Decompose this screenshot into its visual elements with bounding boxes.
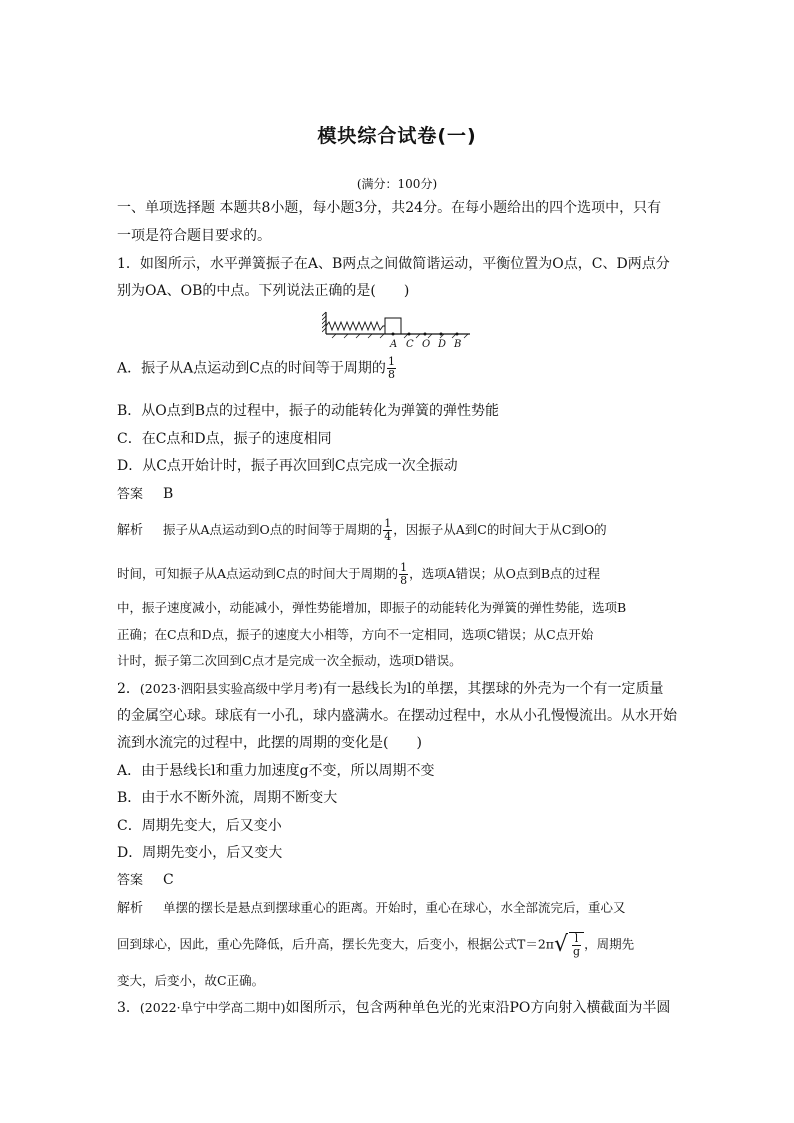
label-a: A — [390, 339, 398, 350]
fraction-denominator: 8 — [400, 574, 408, 587]
q1-option-a-text: A．振子从A点运动到C点的时间等于周期的 — [117, 360, 386, 377]
label-b: B — [454, 339, 462, 350]
label-d: D — [438, 339, 447, 350]
q2-analysis-line1 — [117, 899, 626, 918]
q2-option-c: C．周期先变大，后又变小 — [117, 818, 282, 834]
question-text: 如图所示，包含两种单色光的光束沿PO方向射入横截面为半圆 — [285, 1000, 671, 1016]
analysis-text: ，周期先 — [584, 936, 635, 952]
fraction-denominator: 4 — [384, 530, 392, 543]
fraction-one-quarter — [383, 518, 392, 543]
q2-analysis-line2 — [117, 932, 634, 958]
q1-option-c: C．在C点和D点，振子的速度相同 — [117, 431, 332, 447]
fraction-numerator: 1 — [384, 517, 392, 530]
q2-analysis-line3: 变大，后变小，故C正确。 — [117, 973, 265, 988]
q1-option-d: D．从C点开始计时，振子再次回到C点完成一次全振动 — [117, 458, 458, 474]
analysis-text: 单摆的摆长是悬点到摆球重心的距离。开始时，重心在球心，水全部流完后，重心又 — [163, 900, 626, 915]
q2-stem-line3: 流到水流完的过程中，此摆的周期的变化是( ) — [117, 735, 422, 751]
analysis-label: 解析 — [117, 523, 144, 538]
q1-analysis-line3: 中，振子速度减小，动能减小，弹性势能增加，即振子的动能转化为弹簧的弹性势能，选项B — [117, 600, 627, 615]
q2-option-b: B．由于水不断外流，周期不断变大 — [117, 790, 338, 806]
q2-option-d: D．周期先变小，后又变大 — [117, 845, 283, 861]
spring-oscillator-figure — [322, 310, 472, 350]
question-source: (2023·泗阳县实验高级中学月考) — [139, 681, 323, 696]
fraction-denominator: 8 — [387, 368, 395, 381]
question-text: 有一悬线长为l的单摆，其摆球的外壳为一个有一定质量 — [322, 681, 664, 697]
section-heading-line1: 一、单项选择题 本题共8小题，每小题3分，共24分。在每小题给出的四个选项中，只有 — [117, 200, 662, 216]
fraction-numerator: 1 — [387, 355, 395, 368]
q2-answer — [117, 871, 174, 890]
fraction-l-over-g — [572, 933, 581, 958]
answer-label: 答案 — [117, 487, 144, 502]
q1-option-a — [117, 356, 397, 381]
sqrt-radicand — [569, 932, 584, 958]
q1-stem-line2: 别为OA、OB的中点。下列说法正确的是( ) — [117, 283, 410, 299]
q2-option-a: A．由于悬线长l和重力加速度g不变，所以周期不变 — [117, 763, 435, 779]
point-a-dot — [392, 333, 395, 336]
analysis-text: 回到球心，因此，重心先降低，后升高，摆长先变大，后变小，根据公式T＝2π — [117, 936, 555, 952]
point-d-dot — [440, 333, 443, 336]
point-b-dot — [456, 333, 459, 336]
full-score-note: (满分：100分) — [356, 177, 438, 191]
oscillator-block — [385, 318, 401, 334]
point-o-dot — [424, 333, 427, 336]
q1-stem-line1: 1．如图所示，水平弹簧振子在A、B两点之间做简谐运动，平衡位置为O点，C、D两点分 — [117, 256, 670, 272]
analysis-text: ，选项A错误；从O点到B点的过程 — [409, 566, 601, 581]
label-o: O — [422, 339, 431, 350]
q2-stem-line1 — [117, 680, 663, 698]
fraction-one-eighth — [387, 356, 396, 381]
answer-label: 答案 — [117, 873, 144, 888]
ground-hatching — [332, 334, 468, 338]
question-source: (2022·阜宁中学高二期中) — [139, 1000, 286, 1015]
q1-analysis-line1 — [117, 518, 607, 543]
q1-option-b: B．从O点到B点的过程中，振子的动能转化为弹簧的弹性势能 — [117, 403, 500, 419]
answer-value: B — [163, 486, 174, 502]
analysis-text: 时间，可知振子从A点运动到C点的时间大于周期的 — [117, 566, 399, 581]
answer-value: C — [163, 872, 174, 888]
q1-answer — [117, 485, 173, 504]
wall-hatching — [322, 312, 326, 332]
question-number: 2． — [117, 681, 140, 697]
q1-analysis-line5: 计时，振子第二次回到C点才是完成一次全振动，选项D错误。 — [117, 653, 462, 668]
fraction-numerator: 1 — [400, 561, 408, 574]
q1-analysis-line2 — [117, 562, 600, 587]
analysis-label: 解析 — [117, 901, 144, 916]
label-c: C — [406, 339, 414, 350]
sqrt-icon: √ — [554, 932, 569, 957]
section-heading-line2: 一项是符合题目要求的。 — [117, 228, 271, 244]
spring — [326, 322, 385, 330]
point-c-dot — [408, 333, 411, 336]
q2-stem-line2: 的金属空心球。球底有一小孔，球内盛满水。在摆动过程中，水从小孔慢慢流出。从水开始 — [117, 708, 677, 724]
fraction-numerator: l — [572, 933, 581, 946]
question-number: 3． — [117, 1000, 140, 1016]
fraction-one-eighth — [399, 562, 408, 587]
q1-analysis-line4: 正确；在C点和D点，振子的速度大小相等，方向不一定相同，选项C错误；从C点开始 — [117, 627, 594, 642]
q3-stem-line1 — [117, 999, 670, 1017]
fraction-denominator: g — [573, 945, 581, 958]
analysis-text: ，因振子从A到C的时间大于从C到O的 — [393, 522, 607, 537]
analysis-text: 振子从A点运动到O点的时间等于周期的 — [163, 522, 383, 537]
page-title: 模块综合试卷(一) — [317, 125, 477, 147]
